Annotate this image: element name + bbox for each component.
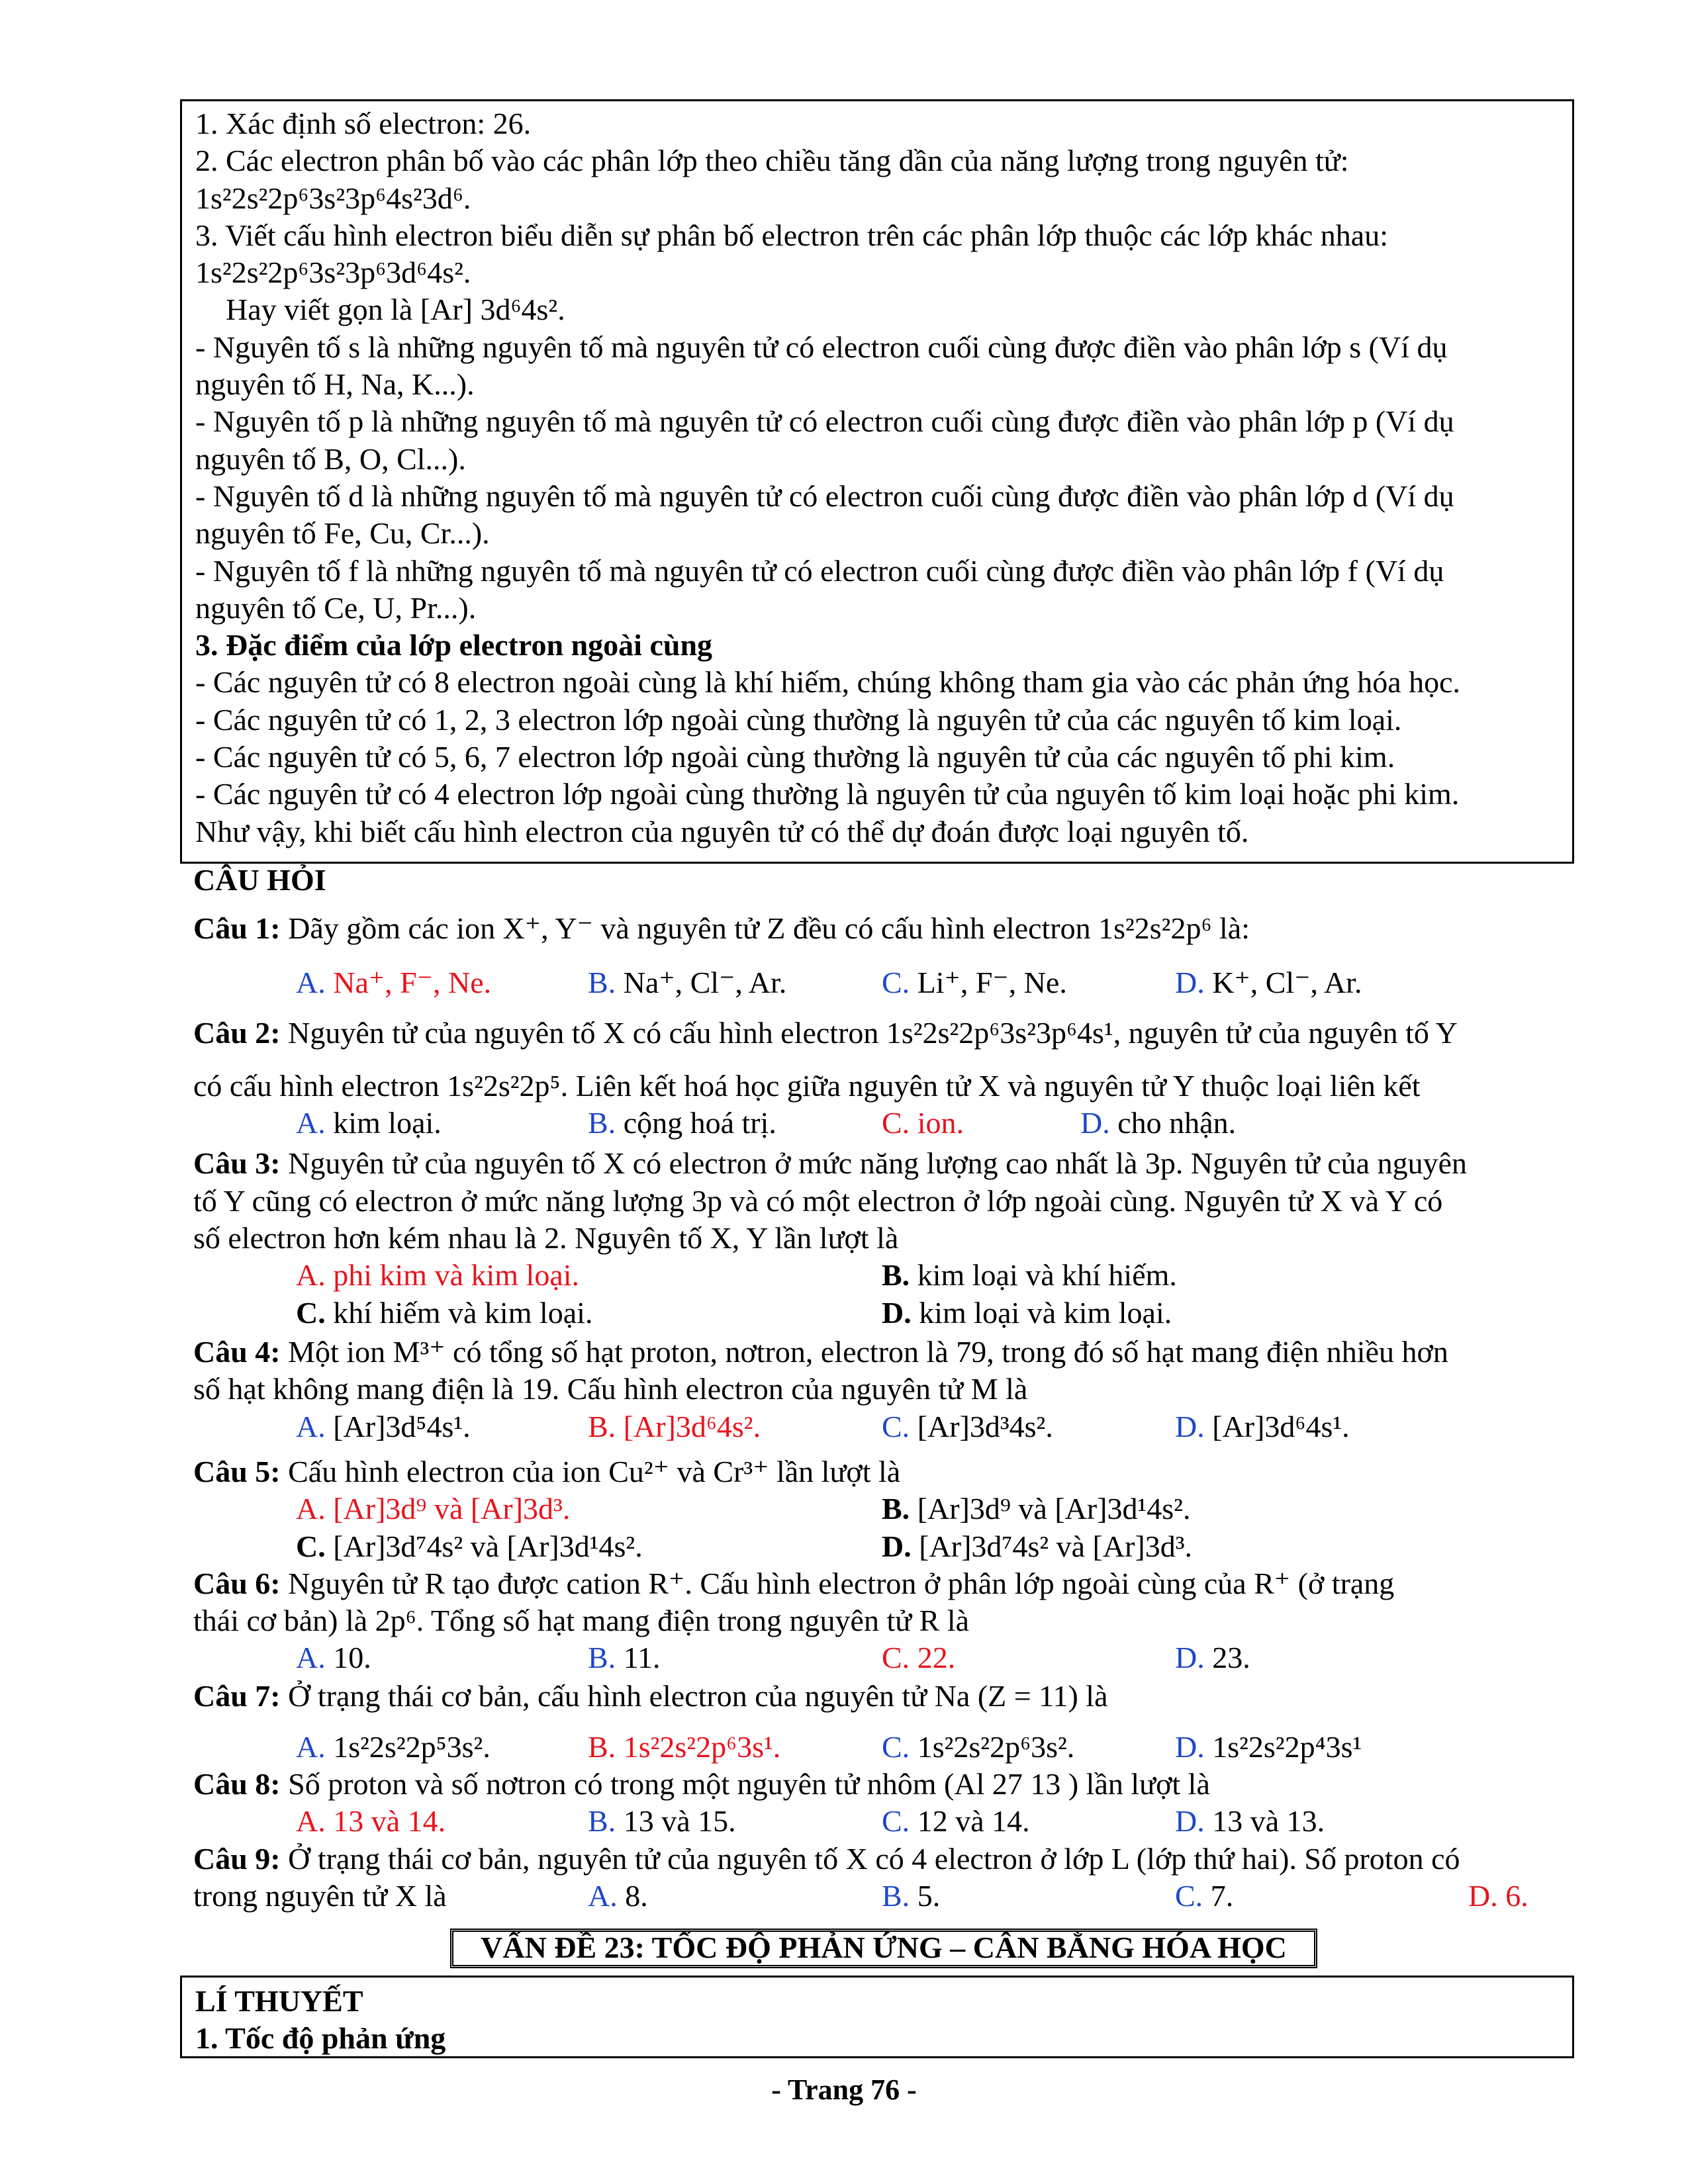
option-b[interactable]: B. [Ar]3d⁹ và [Ar]3d¹4s². — [882, 1492, 1191, 1525]
question-9-cont: trong nguyên tử X là — [193, 1879, 447, 1913]
theory-line: - Nguyên tố f là những nguyên tố mà nguyên tử có electron cuối cùng được điền vào phân lớp f (Ví dụ — [195, 553, 1444, 588]
theory-line: nguyên tố H, Na, K...). — [195, 367, 475, 402]
option-d[interactable]: D. kim loại và kim loại. — [882, 1296, 1172, 1330]
question-label: Câu 7: — [193, 1679, 281, 1713]
theory-line: 1s²2s²2p⁶3s²3p⁶4s²3d⁶. — [195, 181, 471, 215]
theory-line: Hay viết gọn là [Ar] 3d⁶4s². — [226, 293, 565, 327]
option-b[interactable]: B. cộng hoá trị. — [588, 1106, 776, 1140]
question-text: Nguyên tử của nguyên tố X có electron ở mức năng lượng cao nhất là 3p. Nguyên tử của nguyên — [288, 1146, 1468, 1180]
option-a[interactable]: A. 10. — [296, 1641, 371, 1674]
option-a[interactable]: A. 1s²2s²2p⁵3s². — [296, 1730, 491, 1764]
option-d[interactable]: D. 1s²2s²2p⁴3s¹ — [1175, 1730, 1362, 1764]
theory-line: - Nguyên tố d là những nguyên tố mà nguyên tử có electron cuối cùng được điền vào phân lớp d (Ví dụ — [195, 478, 1454, 513]
question-4 — [193, 1334, 1577, 1371]
theory-line: - Các nguyên tử có 1, 2, 3 electron lớp ngoài cùng thường là nguyên tử của các nguyên tố kim loại. — [195, 702, 1402, 737]
question-6 — [193, 1565, 1577, 1602]
option-a[interactable]: A. Na⁺, F⁻, Ne. — [296, 966, 492, 999]
option-a[interactable]: A. [Ar]3d⁹ và [Ar]3d³. — [296, 1492, 571, 1525]
question-6-cont: thái cơ bản) là 2p⁶. Tổng số hạt mang điện trong nguyên tử R là — [193, 1604, 970, 1637]
question-label: Câu 3: — [193, 1146, 281, 1180]
theory-line: - Nguyên tố s là những nguyên tố mà nguyên tử có electron cuối cùng được điền vào phân lớp s (Ví dụ — [195, 330, 1448, 364]
option-d[interactable]: D. K⁺, Cl⁻, Ar. — [1175, 966, 1362, 999]
theory-line: 1s²2s²2p⁶3s²3p⁶3d⁶4s². — [195, 255, 471, 290]
question-4-cont: số hạt không mang điện là 19. Cấu hình electron của nguyên tử M là — [193, 1372, 1028, 1406]
question-5 — [193, 1453, 1577, 1490]
question-label: Câu 2: — [193, 1016, 281, 1050]
theory-line: 3. Viết cấu hình electron biểu diễn sự phân bố electron trên các phân lớp thuộc các lớp khác nhau: — [195, 218, 1388, 252]
theory-line: 2. Các electron phân bố vào các phân lớp theo chiều tăng dần của năng lượng trong nguyên tử: — [195, 144, 1349, 178]
question-label: Câu 4: — [193, 1335, 281, 1369]
section-heading: 3. Đặc điểm của lớp electron ngoài cùng — [195, 628, 713, 662]
question-text: Ở trạng thái cơ bản, cấu hình electron của nguyên tử Na (Z = 11) là — [288, 1679, 1108, 1713]
theory-line: - Các nguyên tử có 4 electron lớp ngoài cùng thường là nguyên tử của nguyên tố kim loại hoặc phi kim. — [195, 777, 1460, 811]
option-c[interactable]: C. 22. — [882, 1641, 956, 1674]
option-d[interactable]: D. 13 và 13. — [1175, 1804, 1325, 1838]
question-text: Ở trạng thái cơ bản, nguyên tử của nguyên tố X có 4 electron ở lớp L (lớp thứ hai). Số proton có — [288, 1842, 1460, 1876]
option-b[interactable]: B. Na⁺, Cl⁻, Ar. — [588, 966, 787, 999]
option-a[interactable]: A. [Ar]3d⁵4s¹. — [296, 1410, 471, 1443]
theory-line: - Nguyên tố p là những nguyên tố mà nguyên tử có electron cuối cùng được điền vào phân lớp p (Ví dụ — [195, 404, 1454, 439]
question-label: Câu 1: — [193, 911, 281, 945]
question-2-cont: có cấu hình electron 1s²2s²2p⁵. Liên kết hoá học giữa nguyên tử X và nguyên tử Y thuộc loại liên kết — [193, 1069, 1421, 1103]
option-b[interactable]: B. 1s²2s²2p⁶3s¹. — [588, 1730, 781, 1764]
question-text: Nguyên tử của nguyên tố X có cấu hình electron 1s²2s²2p⁶3s²3p⁶4s¹, nguyên tử của nguyên tố Y — [288, 1016, 1458, 1050]
question-text: Số proton và số nơtron có trong một nguyên tử nhôm (Al 27 13 ) lần lượt là — [288, 1767, 1210, 1801]
option-c[interactable]: C. 7. — [1175, 1879, 1234, 1913]
question-3 — [193, 1145, 1577, 1182]
option-a[interactable]: A. 8. — [588, 1879, 648, 1913]
option-c[interactable]: C. khí hiếm và kim loại. — [296, 1296, 593, 1330]
option-b[interactable]: B. kim loại và khí hiếm. — [882, 1258, 1177, 1292]
page-footer: - Trang 76 - — [771, 2073, 917, 2106]
theory-line: 1. Xác định số electron: 26. — [195, 107, 532, 140]
question-7 — [193, 1678, 1577, 1715]
option-b[interactable]: B. 11. — [588, 1641, 661, 1674]
theory-box-2 — [180, 1976, 1574, 2058]
question-label: Câu 6: — [193, 1567, 281, 1600]
option-a[interactable]: A. 13 và 14. — [296, 1804, 446, 1838]
option-b[interactable]: B. [Ar]3d⁶4s². — [588, 1410, 761, 1443]
option-d[interactable]: D. [Ar]3d⁷4s² và [Ar]3d³. — [882, 1529, 1193, 1563]
theory-box — [180, 99, 1574, 864]
option-b[interactable]: B. 5. — [882, 1879, 941, 1913]
question-8 — [193, 1766, 1577, 1803]
theory-subheading: 1. Tốc độ phản ứng — [195, 2021, 446, 2055]
question-2 — [193, 1015, 1577, 1052]
option-a[interactable]: A. phi kim và kim loại. — [296, 1258, 580, 1292]
question-1 — [193, 910, 1577, 947]
theory-line: nguyên tố Fe, Cu, Cr...). — [195, 516, 490, 551]
option-d[interactable]: D. cho nhận. — [1080, 1106, 1237, 1140]
theory-line: - Các nguyên tử có 8 electron ngoài cùng là khí hiếm, chúng không tham gia vào các phản ứng hóa học. — [195, 665, 1461, 700]
option-a[interactable]: A. kim loại. — [296, 1106, 442, 1140]
question-text: Dãy gồm các ion X⁺, Y⁻ và nguyên tử Z đều có cấu hình electron 1s²2s²2p⁶ là: — [288, 911, 1250, 945]
theory-line: Như vậy, khi biết cấu hình electron của nguyên tử có thể dự đoán được loại nguyên tố. — [195, 814, 1249, 848]
question-3-cont: tố Y cũng có electron ở mức năng lượng 3p và có một electron ở lớp ngoài cùng. Nguyên tử X và Y có — [193, 1184, 1443, 1218]
question-text: Cấu hình electron của ion Cu²⁺ và Cr³⁺ lần lượt là — [288, 1455, 901, 1488]
question-label: Câu 9: — [193, 1842, 281, 1876]
option-c[interactable]: C. Li⁺, F⁻, Ne. — [882, 966, 1067, 999]
question-9 — [193, 1841, 1577, 1878]
question-label: Câu 8: — [193, 1767, 281, 1801]
question-text: Nguyên tử R tạo được cation R⁺. Cấu hình electron ở phân lớp ngoài cùng của R⁺ (ở trạng — [288, 1567, 1395, 1600]
option-c[interactable]: C. 12 và 14. — [882, 1804, 1030, 1838]
questions-heading: CÂU HỎI — [193, 863, 326, 897]
question-label: Câu 5: — [193, 1455, 281, 1488]
option-d[interactable]: D. 6. — [1468, 1879, 1528, 1913]
theory-line: nguyên tố Ce, U, Pr...). — [195, 590, 477, 625]
theory-line: nguyên tố B, O, Cl...). — [195, 441, 466, 476]
option-c[interactable]: C. ion. — [882, 1106, 964, 1140]
option-b[interactable]: B. 13 và 15. — [588, 1804, 736, 1838]
option-d[interactable]: D. 23. — [1175, 1641, 1250, 1674]
option-c[interactable]: C. 1s²2s²2p⁶3s². — [882, 1730, 1075, 1764]
section-title: VẤN ĐỀ 23: TỐC ĐỘ PHẢN ỨNG – CÂN BẰNG HÓA HỌC — [450, 1929, 1317, 1968]
theory-line: - Các nguyên tử có 5, 6, 7 electron lớp ngoài cùng thường là nguyên tử của các nguyên tố phi kim. — [195, 740, 1395, 774]
theory-heading: LÍ THUYẾT — [195, 1984, 363, 2018]
option-d[interactable]: D. [Ar]3d⁶4s¹. — [1175, 1410, 1350, 1443]
option-c[interactable]: C. [Ar]3d⁷4s² và [Ar]3d¹4s². — [296, 1529, 643, 1563]
question-text: Một ion M³⁺ có tổng số hạt proton, nơtron, electron là 79, trong đó số hạt mang điện nhiều hơn — [288, 1335, 1448, 1369]
option-c[interactable]: C. [Ar]3d³4s². — [882, 1410, 1053, 1443]
question-3-cont: số electron hơn kém nhau là 2. Nguyên tố X, Y lần lượt là — [193, 1221, 899, 1255]
